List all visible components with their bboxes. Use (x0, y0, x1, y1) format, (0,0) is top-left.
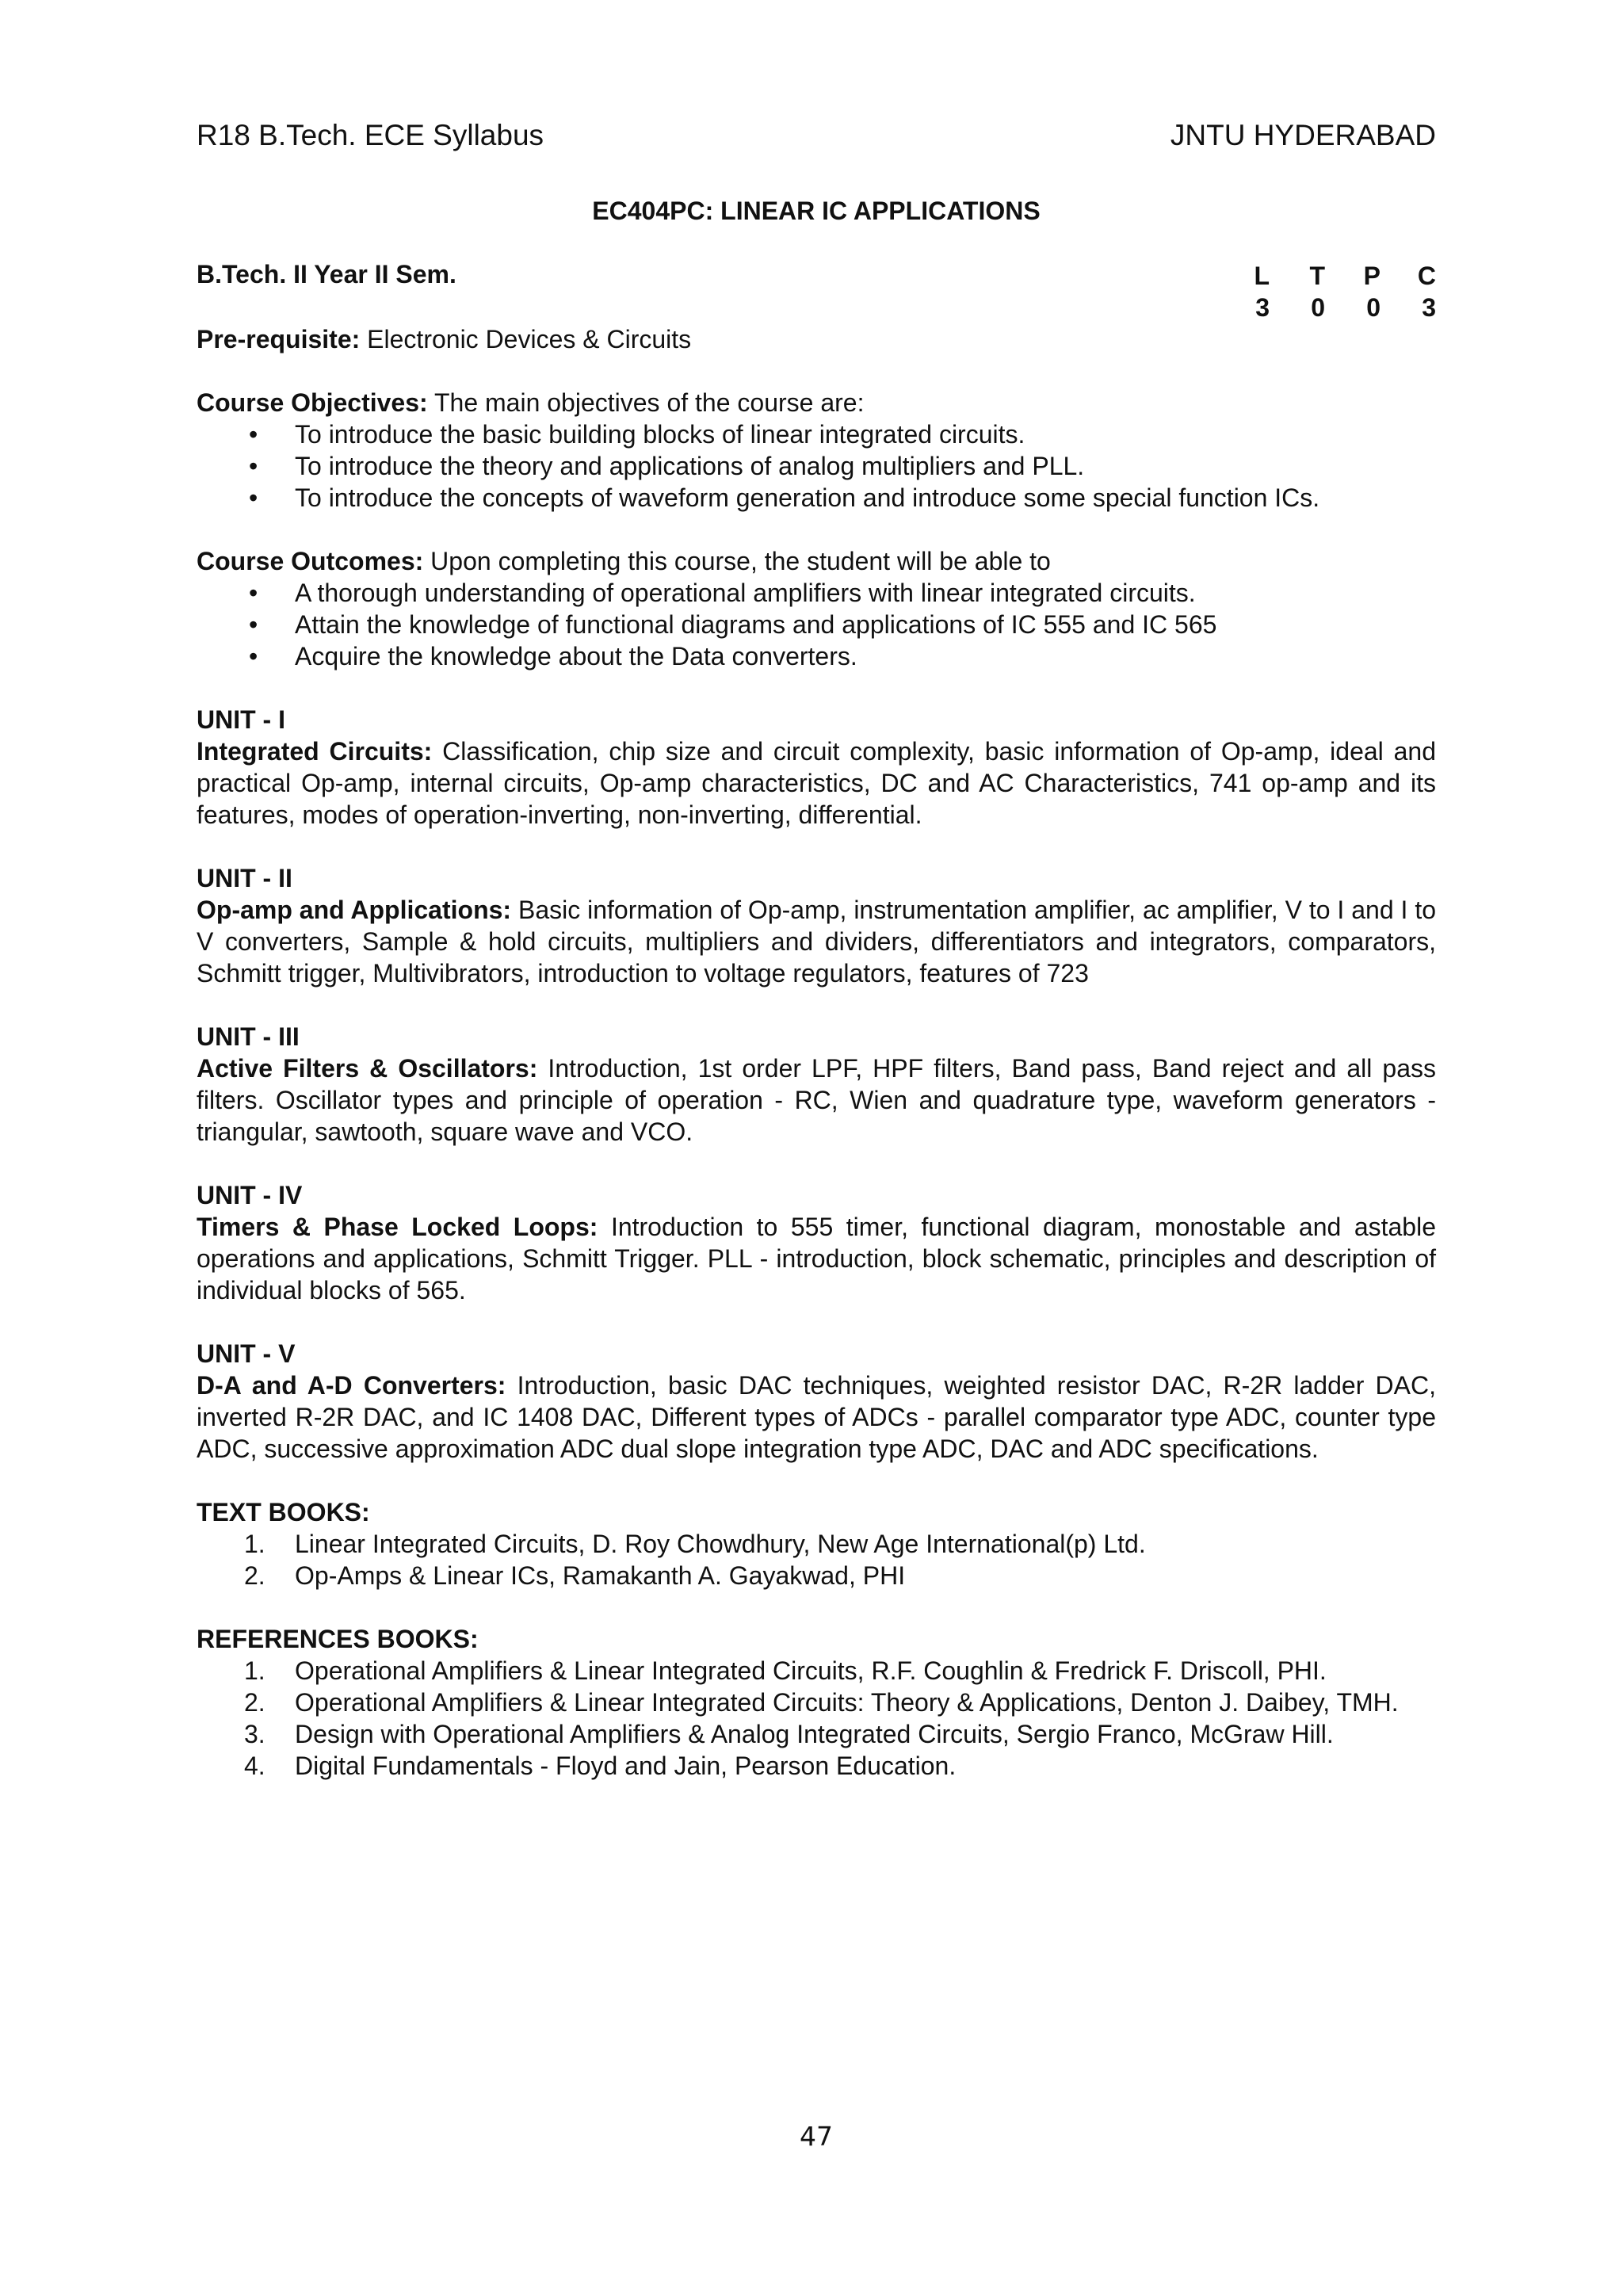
ltpc-value-l: 3 (1255, 293, 1270, 322)
reference-books-heading: REFERENCES BOOKS: (197, 1625, 479, 1653)
unit-topic: Integrated Circuits: (197, 737, 433, 766)
outcomes-intro (197, 545, 1436, 577)
outcomes-label: Course Outcomes: (197, 547, 424, 575)
page-number: 47 (800, 2121, 833, 2152)
reference-books-list (197, 1655, 1436, 1782)
semester-label: B.Tech. II Year II Sem. (197, 260, 456, 288)
unit-topic: Op-amp and Applications: (197, 896, 512, 924)
ltpc-value-t: 0 (1311, 293, 1325, 322)
ltpc-header-c: C (1417, 262, 1436, 290)
unit-heading: UNIT - I (197, 705, 285, 734)
item-text: Op-Amps & Linear ICs, Ramakanth A. Gayakwad, PHI (295, 1561, 906, 1590)
unit-text: Introduction, 1st order LPF, HPF filters, Band pass, Band reject and all pass filters. Oscillator types and principle of operation - RC, Wien and quadrature type, waveform generators - triangular, sawtooth, square wave and VCO. (197, 1054, 1437, 1146)
outcome-item: • A thorough understanding of operational amplifiers with linear integrated circuits. (197, 577, 1436, 609)
syllabus-page (197, 0, 1436, 2296)
item-text: Operational Amplifiers & Linear Integrated Circuits: Theory & Applications, Denton J. Daibey, TMH. (295, 1688, 1399, 1717)
unit-text: Introduction, basic DAC techniques, weighted resistor DAC, R-2R ladder DAC, inverted R-2R DAC, and IC 1408 DAC, Different types of ADCs - parallel comparator type ADC, counter type ADC, successive approximation ADC dual slope integration type ADC, DAC and ADC specifications. (197, 1371, 1437, 1463)
unit-heading: UNIT - II (197, 864, 292, 892)
text-book-item (197, 1560, 1436, 1591)
reference-book-item (197, 1750, 1436, 1782)
unit-description (197, 1370, 1436, 1465)
item-number: 4. (244, 1752, 265, 1780)
reference-book-item (197, 1655, 1436, 1687)
unit-heading: UNIT - V (197, 1339, 296, 1368)
item-number: 2. (244, 1561, 265, 1590)
ltpc-header-p: P (1363, 262, 1381, 290)
ltpc-table (1214, 260, 1436, 323)
prerequisite-text: Electronic Devices & Circuits (360, 325, 692, 353)
objective-item: • To introduce the concepts of waveform generation and introduce some special function ICs. (197, 482, 1436, 514)
header-left: R18 B.Tech. ECE Syllabus (197, 119, 544, 151)
text-books-list (197, 1528, 1436, 1591)
text-books-heading: TEXT BOOKS: (197, 1498, 370, 1526)
item-number: 3. (244, 1720, 265, 1748)
item-number: 2. (244, 1688, 265, 1717)
unit-topic: Timers & Phase Locked Loops: (197, 1213, 598, 1241)
item-text: Operational Amplifiers & Linear Integrated Circuits, R.F. Coughlin & Fredrick F. Driscoll, PHI. (295, 1656, 1327, 1685)
unit-heading: UNIT - III (197, 1022, 300, 1051)
ltpc-values (1214, 292, 1436, 323)
outcome-item: • Attain the knowledge of functional diagrams and applications of IC 555 and IC 565 (197, 609, 1436, 640)
prerequisite-label: Pre-requisite: (197, 325, 361, 353)
unit-description (197, 1052, 1436, 1148)
unit-description (197, 735, 1436, 831)
header-right: JNTU HYDERABAD (1170, 119, 1436, 151)
unit-text: Introduction to 555 timer, functional diagram, monostable and astable operations and applications, Schmitt Trigger. PLL - introduction, block schematic, principles and description of individual blocks of 565. (197, 1213, 1437, 1305)
unit-topic: D-A and A-D Converters: (197, 1371, 506, 1400)
item-text: Design with Operational Amplifiers & Analog Integrated Circuits, Sergio Franco, McGraw Hill. (295, 1720, 1334, 1748)
objectives-label: Course Objectives: (197, 388, 428, 417)
ltpc-header-l: L (1254, 262, 1270, 290)
unit-description (197, 1211, 1436, 1306)
objective-item: • To introduce the basic building blocks of linear integrated circuits. (197, 418, 1436, 450)
prerequisite (197, 325, 691, 354)
item-text: Digital Fundamentals - Floyd and Jain, Pearson Education. (295, 1752, 957, 1780)
unit-topic: Active Filters & Oscillators: (197, 1054, 538, 1083)
item-number: 1. (244, 1656, 265, 1685)
objective-item: • To introduce the theory and applications of analog multipliers and PLL. (197, 450, 1436, 482)
unit-text: Basic information of Op-amp, instrumentation amplifier, ac amplifier, V to I and I to V converters, Sample & hold circuits, multipliers and dividers, differentiators and integrators, comparators, Schmitt trigger, Multivibrators, introduction to voltage regulators, features of 723 (197, 896, 1437, 988)
objectives-intro-text: The main objectives of the course are: (427, 388, 865, 417)
course-title: EC404PC: LINEAR IC APPLICATIONS (592, 197, 1041, 225)
item-text: Linear Integrated Circuits, D. Roy Chowdhury, New Age International(p) Ltd. (295, 1530, 1146, 1558)
objectives-list (197, 418, 1436, 514)
ltpc-value-p: 0 (1366, 293, 1381, 322)
ltpc-headers (1214, 260, 1436, 292)
ltpc-header-t: T (1309, 262, 1325, 290)
unit-text: Classification, chip size and circuit complexity, basic information of Op-amp, ideal and practical Op-amp, internal circuits, Op-amp characteristics, DC and AC Characteristics, 741 op-amp and its features, modes of operation-inverting, non-inverting, differential. (197, 737, 1437, 829)
text-book-item (197, 1528, 1436, 1560)
unit-description (197, 894, 1436, 989)
reference-book-item (197, 1718, 1436, 1750)
outcomes-intro-text: Upon completing this course, the student will be able to (423, 547, 1051, 575)
ltpc-value-c: 3 (1422, 293, 1436, 322)
outcomes-list (197, 577, 1436, 672)
item-number: 1. (244, 1530, 265, 1558)
unit-heading: UNIT - IV (197, 1181, 303, 1209)
objectives-intro (197, 387, 1436, 418)
syllabus-content (197, 387, 1436, 1782)
outcome-item: • Acquire the knowledge about the Data converters. (197, 640, 1436, 672)
reference-book-item (197, 1687, 1436, 1718)
